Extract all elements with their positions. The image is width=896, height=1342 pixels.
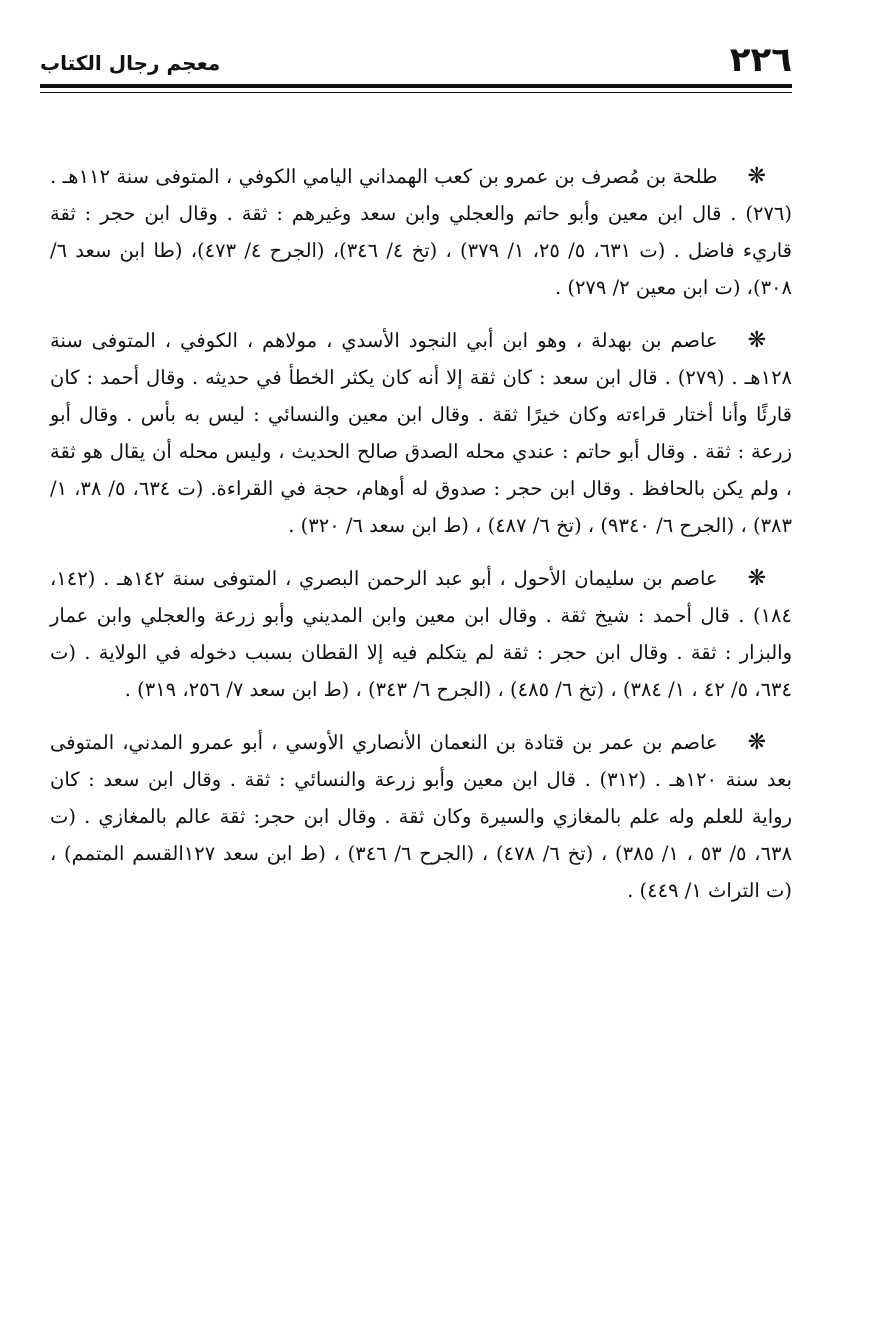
running-title: معجم رجال الكتاب [40, 51, 221, 75]
header-rule-thick [40, 84, 792, 88]
asterisk-marker-icon: ❋ [747, 164, 766, 189]
entry-text: عاصم بن بهدلة ، وهو ابن أبي النجود الأسدي ، مولاهم ، الكوفي ، المتوفى سنة ١٢٨هـ . (٢٧٩) . قال ابن سعد : كان ثقة إلا أنه كان يكثر الخطأ في حديثه . وقال أحمد : كان قارئًا وأنا أختار قراءته وكان خيرًا ثقة . وقال ابن معين والنسائي : ليس به بأس . وقال أبو زرعة : ثقة . وقال أبو حاتم : عندي محله الصدق صالح الحديث ، وليس محله أن يقال هو ثقة ، ولم يكن بالحافظ . وقال ابن حجر : صدوق له أوهام، حجة في القراءة. (ت ٦٣٤، ٥/ ٣٨، ١/ ٣٨٣) ، (الجرح ٦/ ٩٣٤٠) ، (تخ ٦/ ٤٨٧) ، (ط ابن سعد ٦/ ٣٢٠) . [50, 329, 793, 537]
asterisk-marker-icon: ❋ [747, 730, 766, 755]
entry-text: عاصم بن سليمان الأحول ، أبو عبد الرحمن البصري ، المتوفى سنة ١٤٢هـ . (١٤٢، ١٨٤) . قال أحمد : شيخ ثقة . وقال ابن معين وابن المديني وأبو زرعة والعجلي وابن عمار والبزار : ثقة . وقال ابن حجر : ثقة لم يتكلم فيه إلا القطان بسبب دخوله في الولاية . (ت ٦٣٤، ٥/ ٤٢ ، ١/ ٣٨٤) ، (تخ ٦/ ٤٨٥) ، (الجرح ٦/ ٣٤٣) ، (ط ابن سعد ٧/ ٢٥٦، ٣١٩) . [50, 567, 792, 701]
biography-entry [50, 724, 792, 909]
entry-text: عاصم بن عمر بن قتادة بن النعمان الأنصاري الأوسي ، أبو عمرو المدني، المتوفى بعد سنة ١٢٠هـ . (٣١٢) . قال ابن معين وأبو زرعة والنسائي : ثقة . وقال ابن سعد : كان رواية للعلم وله علم بالمغازي والسيرة وكان ثقة . وقال ابن حجر: ثقة عالم بالمغازي . (ت ٦٣٨، ٥/ ٥٣ ، ١/ ٣٨٥) ، (تخ ٦/ ٤٧٨) ، (الجرح ٦/ ٣٤٦) ، (ط ابن سعد ١٢٧القسم المتمم) ، (ت التراث ١/ ٤٤٩) . [50, 731, 792, 902]
page-header [40, 38, 792, 82]
biography-entry [50, 158, 792, 306]
page-number: ٢٢٦ [729, 40, 792, 80]
asterisk-marker-icon: ❋ [747, 328, 766, 353]
asterisk-marker-icon: ❋ [747, 566, 766, 591]
entry-text: طلحة بن مُصرف بن عمرو بن كعب الهمداني اليامي الكوفي ، المتوفى سنة ١١٢هـ . (٢٧٦) . قال ابن معين وأبو حاتم والعجلي وابن سعد وغيرهم : ثقة . وقال ابن حجر : ثقة قاريء فاضل . (ت ٦٣١، ٥/ ٢٥، ١/ ٣٧٩) ، (تخ ٤/ ٣٤٦)، (الجرح ٤/ ٤٧٣)، (طا ابن سعد ٦/ ٣٠٨)، (ت ابن معين ٢/ ٢٧٩) . [50, 165, 792, 299]
biography-entries [50, 158, 792, 925]
biography-entry [50, 560, 792, 708]
biography-entry [50, 322, 792, 544]
header-rule-thin [40, 92, 792, 93]
